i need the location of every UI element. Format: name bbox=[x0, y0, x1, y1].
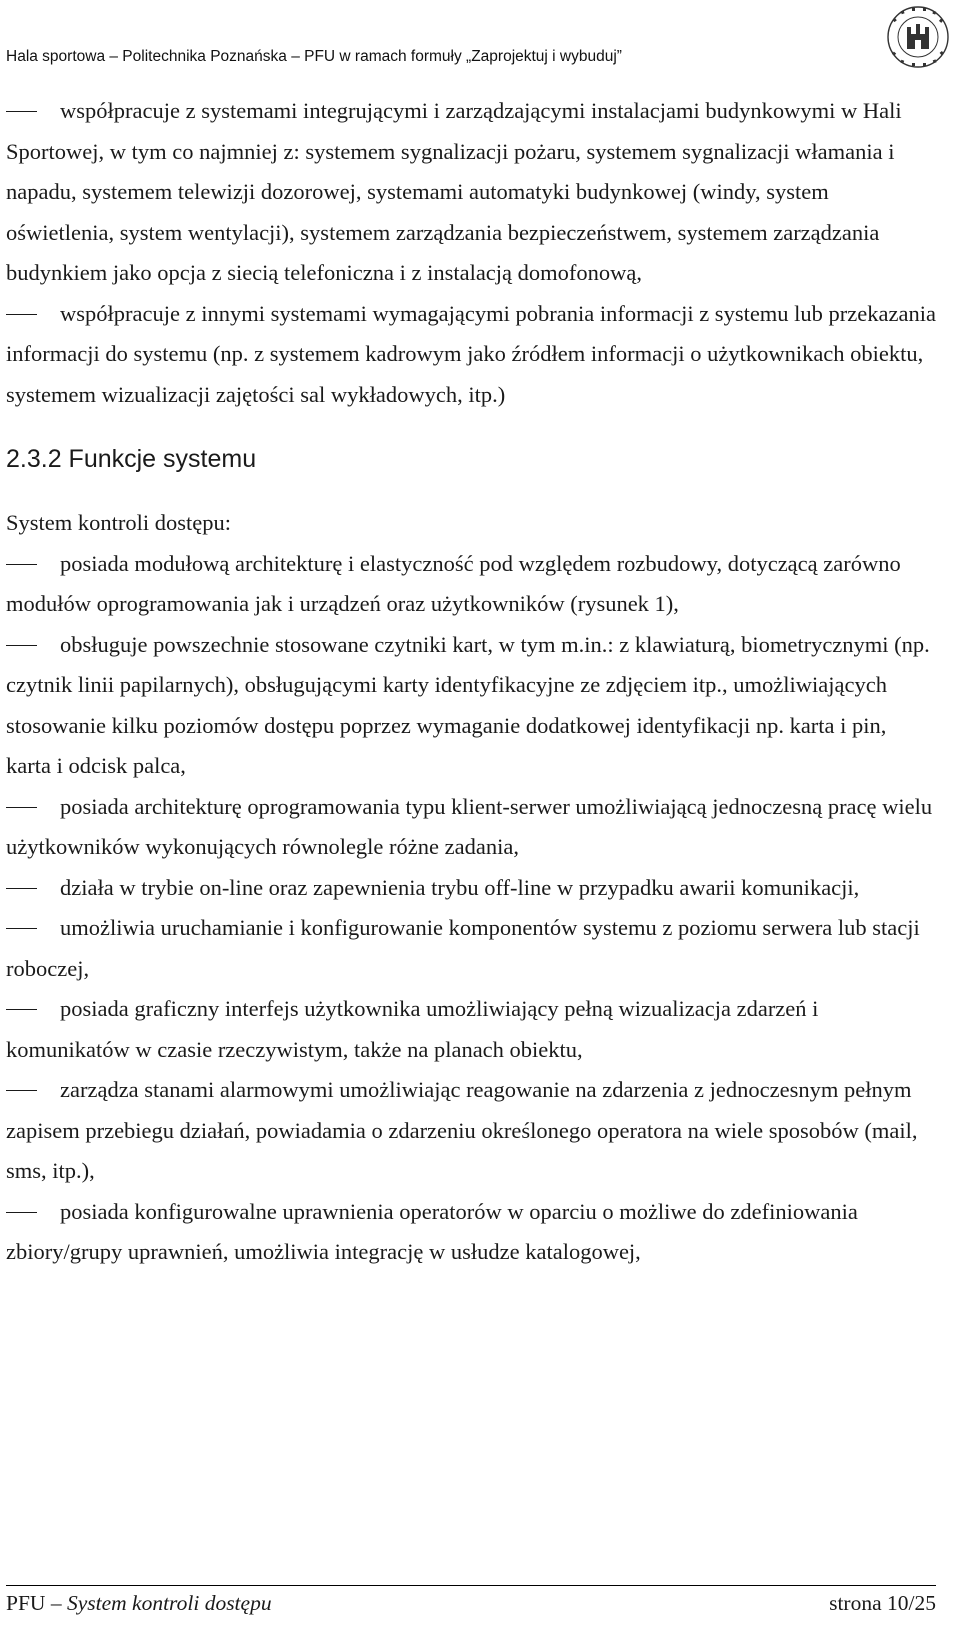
list-item bbox=[6, 294, 936, 416]
list-item bbox=[6, 625, 936, 787]
list-item bbox=[6, 787, 936, 868]
list-item-text: obsługuje powszechnie stosowane czytniki kart, w tym m.in.: z klawiaturą, biometrycznymi (np. czytnik linii papilarnych), obsługującymi karty identyfikacyjne ze zdjęciem itp., umożliwiających stosowanie kilku poziomów dostępu poprzez wymaganie dodatkowej identyfikacji np. karta i pin, karta i odcisk palca, bbox=[6, 631, 930, 778]
footer-prefix: PFU – bbox=[6, 1591, 67, 1615]
list-item-text: posiada architekturę oprogramowania typu klient-serwer umożliwiającą jednoczesną pracę wielu użytkowników wykonujących równolegle różne zadania, bbox=[6, 793, 933, 859]
dash-bullet-icon bbox=[6, 564, 37, 565]
dash-bullet-icon bbox=[6, 645, 37, 646]
dash-bullet-icon bbox=[6, 888, 37, 889]
list-item bbox=[6, 544, 936, 625]
list-item-text: współpracuje z systemami integrującymi i zarządzającymi instalacjami budynkowymi w Hali Sportowej, w tym co najmniej z: systemem sygnalizacji pożaru, systemem sygnalizacji włamania i napadu, systemem telewizji dozorowej, systemami automatyki budynkowej (windy, system oświetlenia, system wentylacji), systemem zarządzania bezpieczeństwem, systemem zarządzania budynkiem jako opcja z siecią telefoniczna i z instalacją domofonową, bbox=[6, 98, 902, 285]
list-item-text: działa w trybie on-line oraz zapewnienia trybu off-line w przypadku awarii komunikacji, bbox=[60, 874, 860, 900]
list-item-text: posiada graficzny interfejs użytkownika umożliwiający pełną wizualizacja zdarzeń i komunikatów w czasie rzeczywistym, także na planach obiektu, bbox=[6, 996, 819, 1062]
list-item-text: zarządza stanami alarmowymi umożliwiając reagowanie na zdarzenia z jednoczesnym pełnym zapisem przebiegu działań, powiadamia o zdarzeniu określonego operatora na wiele sposobów (mail, sms, itp.), bbox=[6, 1077, 918, 1183]
list-item-text: współpracuje z innymi systemami wymagającymi pobrania informacji z systemu lub przekazania informacji do systemu (np. z systemem kadrowym jako źródłem informacji o użytkownikach obiektu, systemem wizualizacji zajętości sal wykładowych, itp.) bbox=[6, 300, 936, 407]
page-number: strona 10/25 bbox=[829, 1591, 936, 1615]
footer-title: System kontroli dostępu bbox=[66, 1591, 272, 1615]
list-item-text: umożliwia uruchamianie i konfigurowanie komponentów systemu z poziomu serwera lub stacji roboczej, bbox=[6, 915, 920, 981]
section-heading: 2.3.2 Funkcje systemu bbox=[6, 445, 257, 473]
dash-bullet-icon bbox=[6, 1090, 37, 1091]
dash-bullet-icon bbox=[6, 1212, 37, 1213]
list-item-text: posiada modułową architekturę i elastyczność pod względem rozbudowy, dotyczącą zarówno modułów oprogramowania jak i urządzeń oraz użytkowników (rysunek 1), bbox=[6, 550, 901, 616]
politechnika-poznanska-seal-icon bbox=[885, 4, 951, 70]
list-item bbox=[6, 868, 936, 909]
list-item-text: posiada konfigurowalne uprawnienia operatorów w oparciu o możliwe do zdefiniowania zbiory/grupy uprawnień, umożliwia integrację w usłudze katalogowej, bbox=[6, 1198, 858, 1264]
intro-paragraph: System kontroli dostępu: bbox=[6, 510, 231, 535]
list-item bbox=[6, 908, 936, 989]
list-item bbox=[6, 1192, 936, 1273]
footer-document-name bbox=[6, 1591, 272, 1616]
dash-bullet-icon bbox=[6, 807, 37, 808]
dash-bullet-icon bbox=[6, 1009, 37, 1010]
page-footer bbox=[6, 1585, 936, 1616]
list-item bbox=[6, 989, 936, 1070]
dash-bullet-icon bbox=[6, 111, 37, 112]
dash-bullet-icon bbox=[6, 928, 37, 929]
document-body bbox=[6, 91, 936, 1273]
dash-bullet-icon bbox=[6, 314, 37, 315]
page-header-title: Hala sportowa – Politechnika Poznańska – PFU w ramach formuły „Zaprojektuj i wybuduj” bbox=[6, 48, 622, 65]
list-item bbox=[6, 1070, 936, 1192]
list-item bbox=[6, 91, 936, 294]
